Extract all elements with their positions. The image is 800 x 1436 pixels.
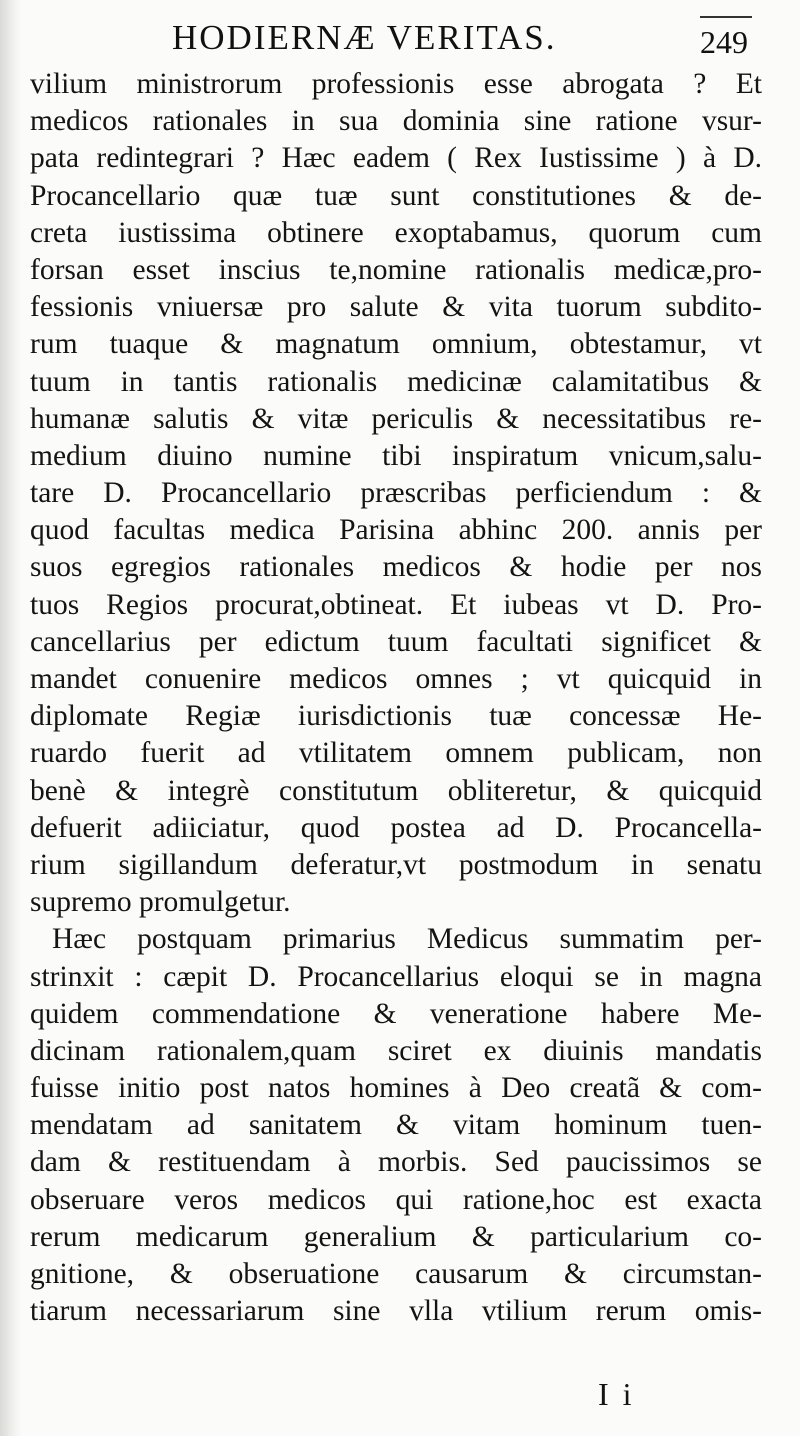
text-line: fessionis vniuersæ pro salute & vita tuorum subdito-: [30, 291, 762, 324]
page-header: [0, 10, 800, 60]
text-line: quod facultas medica Parisina abhinc 200. annis per: [30, 514, 762, 547]
text-line: mandet conuenire medicos omnes ; vt quicquid in: [30, 663, 762, 695]
text-line: vilium ministrorum professionis esse abrogata ? Et: [30, 68, 762, 100]
text-line: tare D. Procancellario præscribas perficiendum : &: [30, 477, 762, 510]
text-line: dicinam rationalem,quam sciret ex diuinis mandatis: [30, 1034, 762, 1067]
text-line: tuum in tantis rationalis medicinæ calamitatibus &: [30, 365, 762, 398]
text-line: medicos rationales in sua dominia sine ratione vsur-: [30, 105, 762, 138]
page-number: 249: [700, 24, 748, 60]
text-line: tuos Regios procurat,obtineat. Et iubeas vt D. Pro-: [30, 588, 762, 621]
text-line: quidem commendatione & veneratione habere Me-: [30, 997, 762, 1030]
text-line: rum tuaque & magnatum omnium, obtestamur, vt: [30, 328, 762, 361]
body-text: [30, 66, 762, 1330]
paragraph-start-line: Hæc postquam primarius Medicus summatim per-: [52, 923, 762, 956]
text-line: Procancellario quæ tuæ sunt constitutiones & de-: [30, 179, 762, 212]
paragraph-end-line: supremo promulgetur.: [30, 886, 291, 919]
text-line: creta iustissima obtinere exoptabamus, quorum cum: [30, 216, 762, 249]
text-line: dam & restituendam à morbis. Sed paucissimos se: [30, 1146, 762, 1179]
text-line: benè & integrè constitutum obliteretur, & quicquid: [30, 774, 762, 807]
text-line: rerum medicarum generalium & particularium co-: [30, 1220, 762, 1253]
text-line: cancellarius per edictum tuum facultati significet &: [30, 625, 762, 658]
text-line: obseruare veros medicos qui ratione,hoc est exacta: [30, 1183, 762, 1216]
text-line: defuerit adiiciatur, quod postea ad D. Procancella-: [30, 811, 762, 844]
text-line: medium diuino numine tibi inspiratum vnicum,salu-: [30, 439, 762, 472]
text-line: mendatam ad sanitatem & vitam hominum tuen-: [30, 1109, 762, 1142]
text-line: tiarum necessariarum sine vlla vtilium rerum omis-: [30, 1295, 762, 1328]
signature-mark: I i: [598, 1376, 635, 1412]
text-line: forsan esset inscius te,nomine rationalis medicæ,pro-: [30, 253, 762, 286]
running-head: HODIERNÆ VERITAS.: [172, 18, 557, 57]
text-line: humanæ salutis & vitæ periculis & necessitatibus re-: [30, 402, 762, 435]
page-gutter-shadow: [0, 0, 22, 1436]
text-line: pata redintegrari ? Hæc eadem ( Rex Iustissime ) à D.: [30, 142, 762, 175]
text-line: fuisse initio post natos homines à Deo creatã & com-: [30, 1072, 762, 1105]
text-line: diplomate Regiæ iurisdictionis tuæ concessæ He-: [30, 700, 762, 733]
page-number-rule: [700, 16, 752, 18]
text-line: suos egregios rationales medicos & hodie per nos: [30, 551, 762, 584]
text-line: ruardo fuerit ad vtilitatem omnem publicam, non: [30, 737, 762, 770]
text-line: gnitione, & obseruatione causarum & circumstan-: [30, 1258, 762, 1290]
text-line: rium sigillandum deferatur,vt postmodum in senatu: [30, 848, 762, 881]
text-line: strinxit : cæpit D. Procancellarius eloqui se in magna: [30, 960, 762, 993]
